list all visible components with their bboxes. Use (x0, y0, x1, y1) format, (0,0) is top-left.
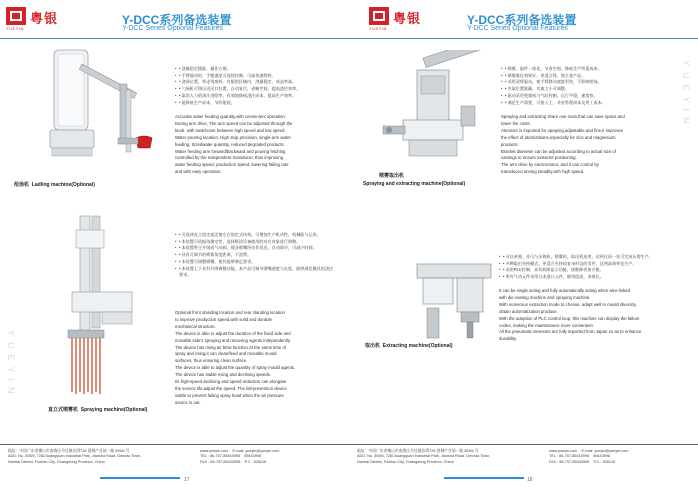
footer-tel: TEL : 86-757-85443998 (549, 454, 589, 459)
ladling-desc-line: and with easy operation. (175, 169, 222, 175)
spraying-extracting-desc-line: Bracket diameter can be adjusted according to actual size of (501, 148, 616, 154)
extracting-bullet-list (499, 254, 674, 281)
footer-fax: FAX : 86-757-85443998 (549, 459, 590, 464)
side-watermark: YUEYIN (681, 60, 691, 130)
spraying-extracting-bullet: • • 喷雾、取件一体化，节省空间，降低生产所需成本。 (501, 66, 671, 73)
spraying-caption-cn: 直立式喷雾机 (48, 407, 79, 413)
spraying-extracting-caption-en: Spraying and extracting machine(Optional) (363, 181, 466, 187)
footer-tel: TEL : 86-757-85443998 (200, 454, 240, 459)
side-watermark: YUEYIN (6, 330, 16, 400)
page-title-en: Y-DCC Series Optional Features (122, 25, 223, 32)
ladling-bullet: • • 取消人力的汤汁浇给率，有效地降低浇注成本，提高生产效率。 (175, 93, 335, 100)
spraying-machine-image (58, 212, 158, 402)
spraying-bullet: • • 本装置可依据待测定性、选择喷涂设备使用的对应对象进行调整。 (175, 239, 335, 246)
footer-address (8, 449, 188, 465)
extracting-machine-image (409, 258, 499, 348)
spraying-caption-en: Spraying machine(Optional) (80, 407, 148, 413)
ladling-bullet: • • 勺汤机可调压送出口位置，自动复位，省略空间，提高浇注效率。 (175, 86, 335, 93)
footer-address (357, 449, 537, 465)
ladling-bullet: • • 浇汤位置，带走残废料，有限的区域内，浇量稳定，成品率高。 (175, 79, 335, 86)
footer-tel2: 85443998 (244, 454, 262, 459)
spraying-extracting-caption-en-wrap (363, 181, 465, 187)
extracting-caption (365, 342, 453, 349)
extracting-caption-en: Extracting machine(Optional) (382, 343, 453, 349)
spraying-extracting-desc-line: Spraying and extracting share one main,that can save space and (501, 114, 625, 119)
footer-url[interactable]: www.yueyin.com (200, 449, 229, 453)
footer-contact (549, 449, 694, 465)
extracting-desc-line: codes, making the maintenance more convenient. (499, 322, 594, 328)
ladling-desc-line: Water pouring location. High stop precision, single-arm water (175, 134, 291, 140)
footer-address-en-2: Nanhai District, Foshan City, Guangdong Province, China (357, 459, 454, 464)
spraying-bullet: • • 本装置带主升级成气动阀，使各喷嘴经动作延迟，自动调节，可减少时间。 (175, 245, 335, 252)
footer-email[interactable]: E-mail: yueyin@yueyin.com (232, 449, 280, 453)
ladling-bullet-list (175, 66, 335, 106)
spraying-extracting-bullet: • • 驱动采用变频机与气缸控制，运行平稳，速度快。 (501, 93, 671, 100)
ladling-description (175, 114, 335, 176)
ladling-desc-line: knob, with switchover between high speed and low speed. (175, 127, 286, 133)
footer-address-cn: 地址：中国广东省佛山市南海区丹灶镇沙湃728 创城产业园一路 305/6 号 (8, 449, 130, 453)
spraying-extracting-desc-line: transducer,running steadily,with high speed. (501, 169, 585, 175)
spraying-desc-line: The device is able to adjust the quantity of spray mould agents. (175, 365, 296, 371)
extracting-desc-line: It can be single acting and fully automatically acting when wire-linked (499, 288, 630, 293)
header-divider (0, 38, 349, 39)
extracting-bullet: • • 所有气动元件采用日本进口元件，耐用度高，寿命长。 (499, 274, 674, 281)
spraying-desc-line: to improve production speed,with solid and durable (175, 316, 272, 322)
spraying-extracting-bullet: • • 夹取位置准确，夹取大小可调整。 (501, 86, 671, 93)
ladling-desc-line: Accurate water feeding quantity,with convenient operation. (175, 114, 286, 119)
brand-logo (369, 7, 429, 31)
spraying-bullet: • • 本装置可调整喷嘴，使其能够满足要求。 (175, 259, 335, 266)
spraying-desc-line: isable to prevent failing spray head when the air pressure (175, 392, 284, 398)
spraying-desc-line: The device has stable rising and declining speeds. (175, 372, 272, 378)
brand-name-cn: 粤银 (393, 11, 422, 26)
brand-name-en: YUEYIN (6, 26, 24, 31)
spraying-bullet: • • 本装置上下具有升降调整功能，本产品可调节喷嘴速度与长度，能够满足模具的浇注要求。 (175, 266, 335, 279)
ladling-caption (14, 181, 95, 188)
spraying-extracting-desc-line: Atomizer is imported for spraying,adjustable and fine,it improves (501, 127, 624, 133)
spraying-extracting-desc-line: the effect of atomizations,especially for zinc and magnesium (501, 134, 616, 140)
page-number: 17 (184, 477, 190, 483)
page-title-cn: Y-DCC系列备选装置 (122, 13, 232, 27)
ladling-desc-line: feeding, Sizedwater quantity, reduced degraded products (175, 141, 284, 147)
ladling-bullet: • • 浇量稳定精准，操作方便。 (175, 66, 335, 73)
spraying-extracting-caption (379, 172, 404, 179)
spraying-desc-line: movable side's spraying and removing agents independently. (175, 337, 291, 343)
logo-mark-icon (369, 7, 389, 25)
footer-postcode: P.C : 528216 (244, 459, 267, 464)
ladling-desc-line: controlled by the independent transducer, thus improving (175, 155, 283, 161)
ladling-caption-en: Ladling machine(Optional) (31, 182, 95, 188)
spraying-caption (48, 406, 147, 413)
page-number: 18 (527, 477, 533, 483)
header-divider (349, 38, 698, 39)
extracting-description (499, 288, 679, 343)
ladling-desc-line: Water feeding arm forward/backward and pouring fetching (175, 148, 286, 154)
spraying-bullet: • • 具有可调节的喷雾角度距离，不浪费。 (175, 252, 335, 259)
brand-name-cn: 粤银 (30, 11, 59, 26)
page-title-cn: Y-DCC系列备选装置 (467, 13, 577, 27)
footer-address-en-1: ADD: No. 305/6, 728Chuangyuan Industrial Park, Jiansha Road, Denzao Town, (8, 454, 142, 459)
page-title-en: Y-DCC Series Optional Features (467, 25, 568, 32)
footer-address-en-2: Nanhai District, Foshan City, Guangdong Province, China (8, 459, 105, 464)
ladling-machine-image (40, 46, 170, 178)
spraying-extracting-description (501, 114, 676, 176)
spraying-extracting-caption-cn: 喷雾取出机 (379, 173, 405, 179)
ladling-caption-cn: 给汤机 (14, 182, 30, 188)
right-page (349, 0, 698, 487)
spraying-bullet-list (175, 232, 335, 279)
footer-tel2: 85443998 (593, 454, 611, 459)
spraying-desc-line: source is out. (175, 399, 201, 405)
ladling-bullet: • • 手臂能动时，手摆速度可连续控制，可高效速给料。 (175, 73, 335, 80)
spraying-extracting-bullet: • • 喷雾雾化效果好，更适合镁、铸合金产品。 (501, 73, 671, 80)
spraying-extracting-bullet: • • 满足生产需要，可接入工，节省管理成本及用工成本。 (501, 100, 671, 107)
spraying-desc-line: The device is able to adjust the duration of the fixed side and (175, 330, 291, 336)
extracting-desc-line: with die-casting machine and spraying machine. (499, 294, 591, 300)
brand-name-en: YUEYIN (369, 26, 387, 31)
extracting-desc-line: With the adoption of PLC control loop, this machine can display the failure (499, 315, 640, 321)
extracting-desc-line: durability. (499, 336, 518, 342)
ladling-bullet: • • 能降低生产成本，节约能耗。 (175, 100, 335, 107)
spraying-desc-line: Its high-speed declining and speed reduction can elongate (175, 379, 287, 385)
page-number-bar (444, 477, 524, 479)
extracting-caption-cn: 取出机 (365, 343, 381, 349)
extracting-bullet: • • 多种取出夹持模式，更适合夹持较复杂形态的零件，达到高效率化生产。 (499, 261, 674, 268)
spraying-extracting-desc-line: lower the costs. (501, 120, 531, 126)
spraying-extracting-machine-image (373, 50, 503, 170)
spraying-desc-line: mechanical structure. (175, 323, 216, 329)
ladling-desc-line: water feeding speed, production speed, lowering failing rate (175, 162, 289, 168)
footer-contact (200, 449, 345, 465)
extracting-bullet: • • 采用PLC控制，具有故障显示功能，使维修更加方便。 (499, 267, 674, 274)
footer-postcode: P.C : 528216 (593, 459, 616, 464)
spraying-description (175, 310, 335, 407)
ladling-desc-line: During arm drive, The arm speed can be adjusted through the (175, 120, 293, 126)
spraying-extracting-bullet: • • 采用双臂驱动，使手臂移动速度更快，不影响给汤。 (501, 79, 671, 86)
footer-address-en-1: ADD: No. 305/6, 728Chuangyuan Industrial Park, Jiansha Road, Denzao Town, (357, 454, 491, 459)
footer-url[interactable]: www.yueyin.com (549, 449, 578, 453)
spraying-desc-line: The device has rising air blow function.At the same time of (175, 344, 287, 350)
spraying-extracting-desc-line: The arm drive by electromotor, and it can control by (501, 162, 599, 168)
extracting-desc-line: obtain automatization produce. (499, 308, 558, 314)
extracting-bullet: • • 可以单独、亦可与压铸机、喷雾机、取出机连用，达到在同一处可完成压铸生产。 (499, 254, 674, 261)
logo-mark-icon (6, 7, 26, 25)
spraying-extracting-bullet-list (501, 66, 671, 106)
extracting-desc-line: All the pneumatic elements are fully imported from Japan so as to enhance (499, 329, 642, 335)
spraying-extracting-desc-line: castings to ensure extractor positioning. (501, 155, 577, 161)
spraying-extracting-desc-line: products. (501, 141, 519, 147)
footer-divider (0, 444, 349, 445)
spraying-desc-line: the service life,adjust the speed. The fall-prevention device (175, 385, 287, 391)
spraying-desc-line: surfaces, thus ensuring clean surface. (175, 358, 248, 364)
footer-address-cn: 地址：中国广东省佛山市南海区丹灶镇沙湃728 创城产业园一路 305/6 号 (357, 449, 479, 453)
footer-divider (349, 444, 698, 445)
extracting-desc-line: With numerous extraction mode to choose, adapt well to mould diversity, (499, 301, 637, 307)
footer-email[interactable]: E-mail: yueyin@yueyin.com (581, 449, 629, 453)
brand-logo (6, 7, 66, 31)
spraying-desc-line: spray and rising,it can clean/feed and movable mould (175, 351, 277, 357)
footer-fax: FAX : 86-757-85443998 (200, 459, 241, 464)
spraying-desc-line: Optional front standing location and rear standing location (175, 310, 285, 315)
spraying-bullet: • • 可选择直立固定或活塞左右固定式结构，可增加生产机动性，机械能与运用。 (175, 232, 335, 239)
page-number-bar (100, 477, 180, 479)
